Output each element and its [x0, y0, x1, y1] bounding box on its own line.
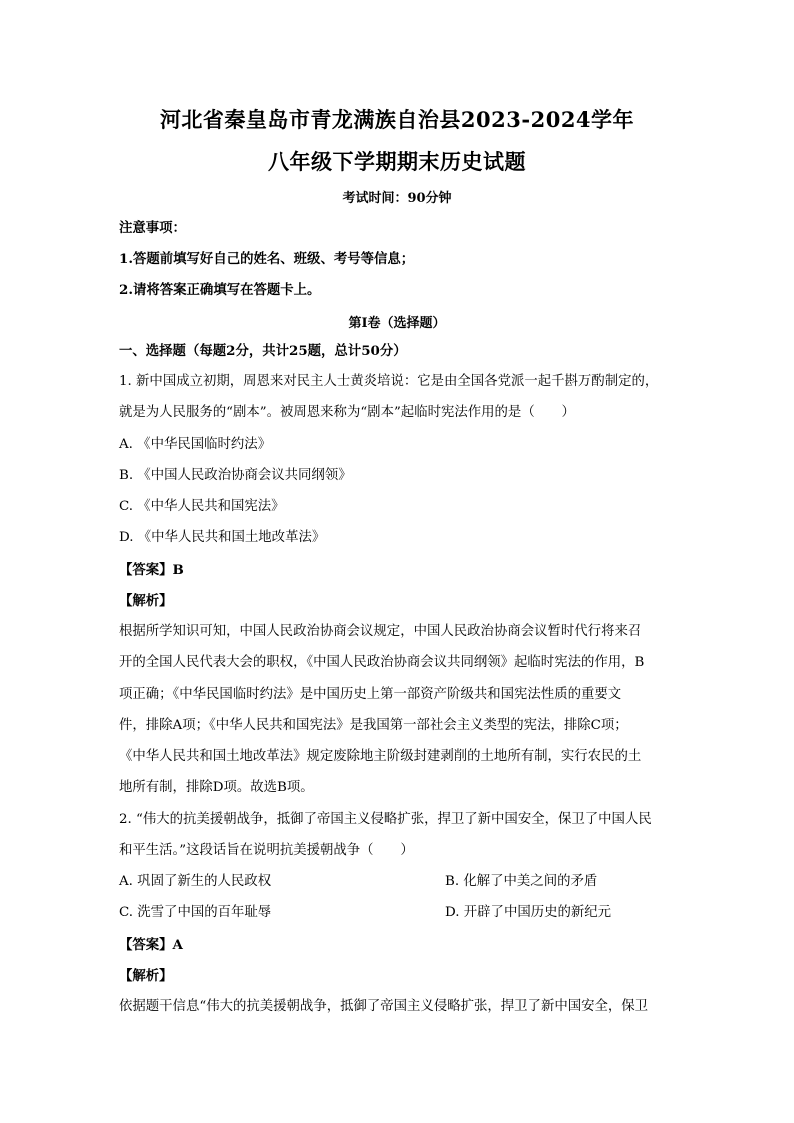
q1-option-c: C. 《中华人民共和国宪法》 — [119, 499, 285, 514]
part-title: 一、选择题（每题2分，共计25题，总计50分） — [119, 343, 407, 359]
q2-analysis-label: 【解析】 — [119, 968, 173, 984]
q1-option-d: D. 《中华人民共和国土地改革法》 — [119, 530, 326, 545]
q2-option-c: C. 洗雪了中国的百年耻辱 — [119, 905, 272, 920]
notes-item-2: 2.请将答案正确填写在答题卡上。 — [119, 282, 321, 298]
notes-item-1: 1.答题前填写好自己的姓名、班级、考号等信息； — [119, 251, 415, 267]
q1-analysis-line4: 件，排除A项；《中华人民共和国宪法》是我国第一部社会主义类型的宪法，排除C项； — [119, 718, 628, 733]
q2-option-b: B. 化解了中美之间的矛盾 — [445, 874, 598, 889]
q1-analysis-line1: 根据所学知识可知，中国人民政治协商会议规定，中国人民政治协商会议暂时代行将来召 — [119, 624, 642, 639]
q1-stem-line1: 1. 新中国成立初期，周恩来对民主人士黄炎培说：它是由全国各党派一起千斟万酌制定的， — [119, 374, 659, 389]
q2-answer: 【答案】A — [119, 937, 183, 953]
q1-analysis-label: 【解析】 — [119, 593, 173, 609]
q1-stem-line2: 就是为人民服务的“剧本”。被周恩来称为“剧本”起临时宪法作用的是（ ） — [119, 405, 575, 420]
q2-stem-line2: 和平生活。”这段话旨在说明抗美援朝战争（ ） — [119, 843, 414, 858]
q1-analysis-line2: 开的全国人民代表大会的职权，《中国人民政治协商会议共同纲领》起临时宪法的作用，B — [119, 655, 645, 670]
exam-time: 考试时间：90分钟 — [342, 191, 452, 206]
notes-heading: 注意事项： — [119, 220, 186, 236]
q2-option-a: A. 巩固了新生的人民政权 — [119, 874, 272, 889]
q2-stem-line1: 2. “伟大的抗美援朝战争，抵御了帝国主义侵略扩张，捍卫了新中国安全，保卫了中国人民 — [119, 812, 652, 827]
volume-heading: 第I卷（选择题） — [348, 316, 446, 331]
q1-option-b: B. 《中国人民政治协商会议共同纲领》 — [119, 468, 352, 483]
q1-analysis-line6: 地所有制，排除D项。故选B项。 — [119, 780, 314, 795]
exam-title-line1: 河北省秦皇岛市青龙满族自治县2023-2024学年 — [159, 107, 635, 132]
q2-option-d: D. 开辟了中国历史的新纪元 — [445, 905, 612, 920]
q1-analysis-line3: 项正确；《中华民国临时约法》是中国历史上第一部资产阶级共和国宪法性质的重要文 — [119, 687, 622, 702]
q1-answer: 【答案】B — [119, 562, 184, 578]
exam-title-line2: 八年级下学期期末历史试题 — [268, 149, 526, 174]
q2-analysis-line1: 依据题干信息“伟大的抗美援朝战争，抵御了帝国主义侵略扩张，捍卫了新中国安全，保卫 — [119, 999, 649, 1014]
q1-option-a: A. 《中华民国临时约法》 — [119, 437, 272, 452]
q1-analysis-line5: 《中华人民共和国土地改革法》规定废除地主阶级封建剥削的土地所有制，实行农民的土 — [119, 749, 642, 764]
